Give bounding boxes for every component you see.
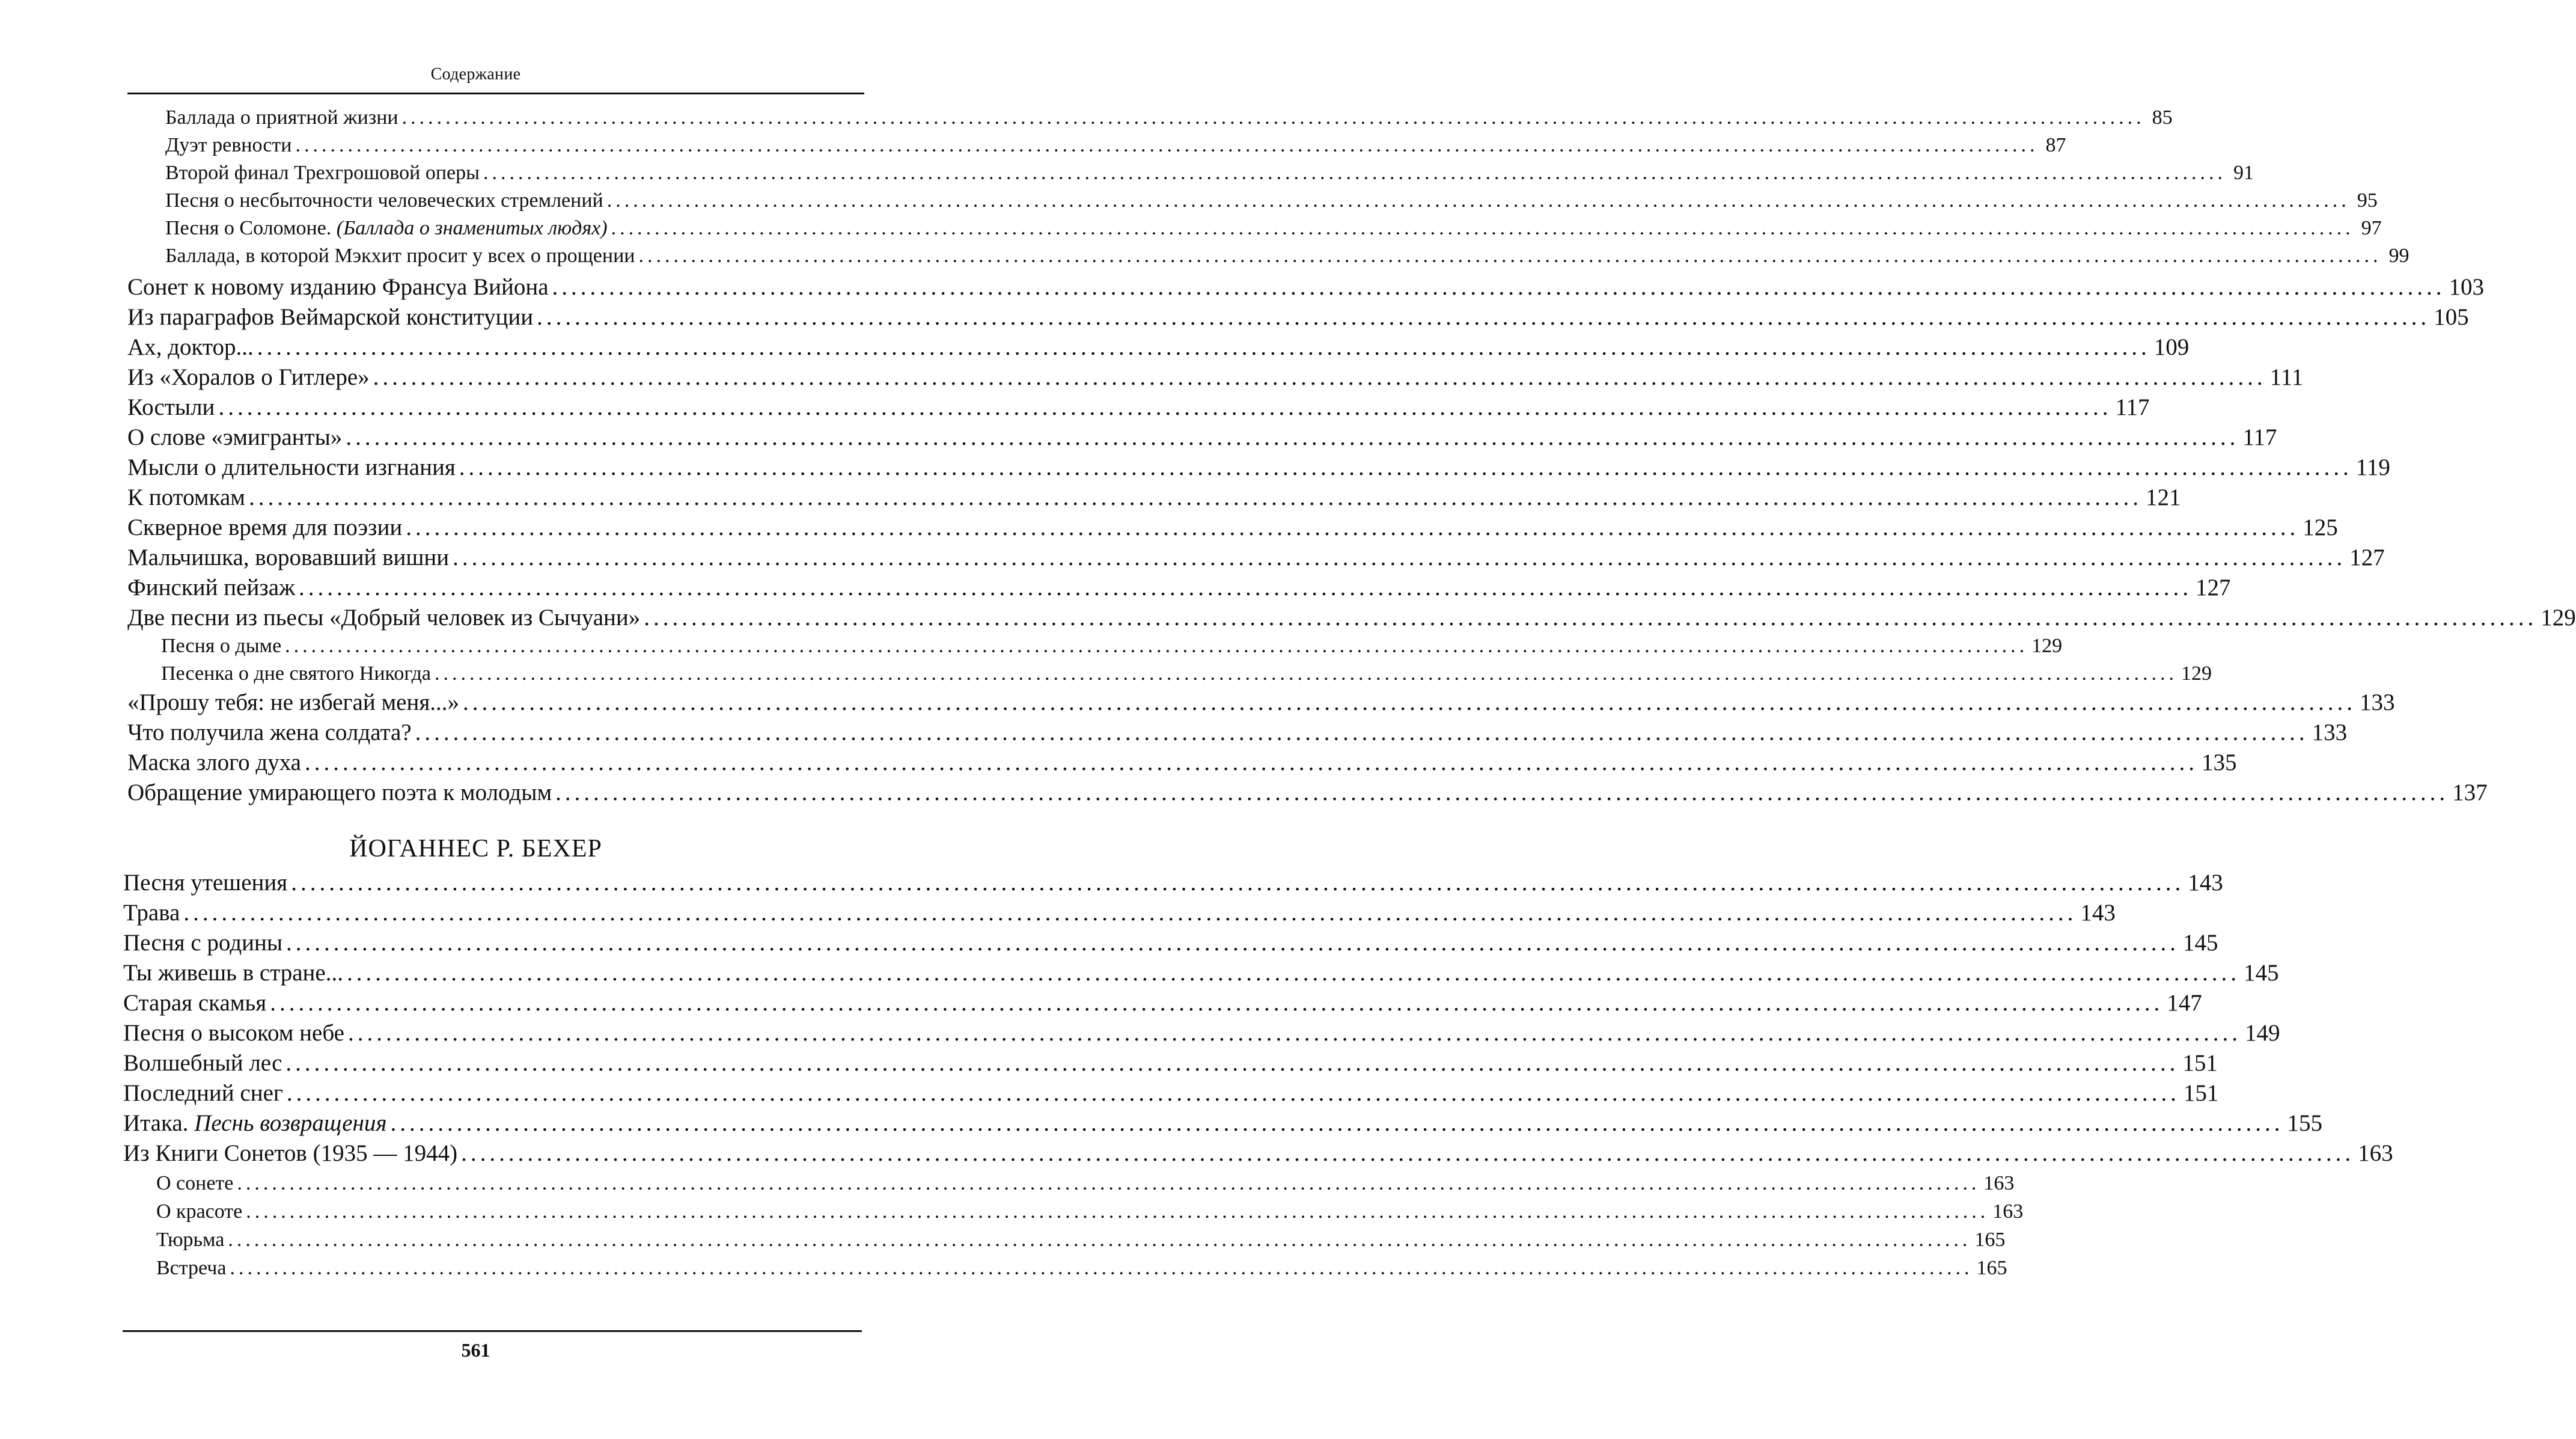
toc-entry	[127, 423, 2277, 452]
page-number: 561	[461, 1339, 490, 1361]
dot-leader: ........................................................................................................................................................................................................	[230, 1257, 1973, 1279]
toc-entry-title	[165, 132, 291, 159]
toc-entry-page: 99	[2388, 245, 2410, 267]
toc-entry-title	[123, 899, 180, 927]
toc-entry	[127, 778, 2488, 807]
toc-entry-title	[123, 1019, 344, 1048]
dot-leader: ........................................................................................................................................................................................................	[285, 635, 2028, 657]
toc-entry-title-text: Ты живешь в стране...	[123, 960, 343, 986]
dot-leader: ........................................................................................................................................................................................................	[611, 217, 2354, 239]
dot-leader: ........................................................................................................................................................................................................	[291, 870, 2185, 896]
toc-entry	[123, 1019, 2280, 1048]
toc-entry-page: 87	[2045, 134, 2066, 156]
toc-entry-title	[161, 633, 281, 659]
toc-entry-title	[165, 215, 608, 242]
toc-entry-title-text: Баллада, в которой Мэкхит просит у всех о прощении	[165, 245, 635, 267]
toc-entry-page: 125	[2303, 515, 2338, 540]
toc-entry-title-text: Старая скамья	[123, 990, 267, 1016]
toc-entry-page: 149	[2244, 1020, 2280, 1046]
dot-leader: ........................................................................................................................................................................................................	[218, 394, 2112, 420]
dot-leader: ........................................................................................................................................................................................................	[299, 575, 2193, 600]
toc-entry-page: 143	[2080, 900, 2116, 926]
toc-entry	[165, 105, 2173, 131]
toc-entry	[127, 543, 2385, 572]
toc-entry-title-text: Мальчишка, воровавший вишни	[127, 545, 450, 570]
toc-entry-title	[127, 393, 215, 422]
dot-leader: ........................................................................................................................................................................................................	[552, 274, 2446, 300]
toc-entry-page: 145	[2243, 960, 2279, 986]
dot-leader: ........................................................................................................................................................................................................	[459, 454, 2352, 480]
dot-leader: ........................................................................................................................................................................................................	[390, 1110, 2284, 1136]
toc-entry-title	[156, 1226, 224, 1254]
toc-entry	[127, 363, 2304, 392]
toc-entry-page: 129	[2031, 635, 2063, 657]
toc-entry-title-text: Ах, доктор...	[127, 334, 254, 360]
toc-entry-title	[127, 718, 412, 747]
dot-leader: ........................................................................................................................................................................................................	[415, 720, 2309, 745]
toc-entry-title-text: Из «Хоралов о Гитлере»	[127, 364, 370, 390]
toc-entry-title	[165, 188, 603, 214]
toc-entry-title	[123, 959, 343, 988]
toc-entry-title-text: Песня с родины	[123, 930, 283, 956]
toc-entry-title-text: Песня утешения	[123, 870, 288, 896]
toc-entry-page: 129	[2181, 662, 2212, 685]
toc-entry	[127, 303, 2469, 332]
toc-entry	[127, 688, 2395, 717]
toc-entry	[127, 483, 2181, 512]
dot-leader: ........................................................................................................................................................................................................	[246, 1200, 1989, 1223]
dot-leader: ........................................................................................................................................................................................................	[463, 689, 2357, 715]
toc-entry-title-text: Второй финал Трехгрошовой оперы	[165, 162, 480, 184]
toc-entry	[123, 869, 2223, 897]
toc-entry-title-text: Из Книги Сонетов (1935 — 1944)	[123, 1140, 458, 1166]
toc-entry	[127, 748, 2237, 777]
toc-entry-title-text: Песенка о дне святого Никогда	[161, 662, 431, 685]
toc-entry-title-text: Обращение умирающего поэта к молодым	[127, 780, 552, 805]
toc-entry-page: 133	[2312, 720, 2348, 745]
dot-leader: ........................................................................................................................................................................................................	[461, 1140, 2355, 1166]
toc-entry-title-text: Песня о дыме	[161, 635, 282, 657]
toc-entry-page: 165	[1976, 1257, 2007, 1279]
toc-entry-page: 163	[1983, 1172, 2015, 1194]
toc-entry-title	[127, 513, 402, 542]
dot-leader: ........................................................................................................................................................................................................	[537, 304, 2431, 330]
toc-entry-page: 105	[2434, 304, 2469, 330]
dot-leader: ........................................................................................................................................................................................................	[270, 990, 2164, 1016]
dot-leader: ........................................................................................................................................................................................................	[295, 134, 2039, 156]
toc-entry	[161, 633, 2063, 659]
header-rule	[127, 93, 864, 94]
toc-entry-title-text: Встреча	[156, 1257, 227, 1279]
toc-entry-page: 151	[2183, 1080, 2219, 1106]
toc-entry-title-text: Финский пейзаж	[127, 575, 296, 600]
toc-entry-title	[127, 573, 295, 602]
toc-entry-page: 145	[2183, 930, 2218, 956]
toc-entry	[123, 929, 2218, 958]
toc-entry-title	[123, 1109, 387, 1138]
toc-entry-title-text: Сонет к новому изданию Франсуа Вийона	[127, 274, 549, 300]
toc-entry-title	[127, 303, 533, 332]
toc-entry-title-text: Скверное время для поэзии	[127, 515, 403, 540]
toc-entry-title	[123, 1139, 457, 1168]
toc-entry-title-text: Костыли	[127, 394, 215, 420]
toc-entry-title	[165, 105, 398, 131]
toc-entry	[127, 273, 2485, 302]
toc-entry-page: 129	[2541, 605, 2576, 631]
toc-entry-page: 109	[2153, 334, 2190, 360]
toc-entry	[123, 959, 2279, 988]
toc-entry-title-text: Последний снег	[123, 1080, 283, 1106]
dot-leader: ........................................................................................................................................................................................................	[286, 930, 2180, 956]
toc-entry-title	[123, 1079, 283, 1108]
toc-entry-title-text: О сонете	[156, 1172, 234, 1194]
dot-leader: ........................................................................................................................................................................................................	[346, 960, 2240, 986]
toc-entry	[123, 1139, 2393, 1168]
toc-entry-title	[127, 333, 254, 362]
toc-entry	[127, 573, 2231, 602]
toc-entry-title-italic: (Баллада о знаменитых людях)	[336, 217, 608, 239]
toc-entry-title-text: Маска злого духа	[127, 750, 301, 775]
toc-entry-page: 111	[2269, 364, 2304, 390]
toc-entry-title	[127, 543, 449, 572]
toc-entry-page: 151	[2182, 1050, 2218, 1076]
toc-entry-page: 163	[1992, 1200, 2024, 1223]
toc-entry	[127, 513, 2338, 542]
toc-entry-title	[165, 243, 635, 269]
toc-entry-title	[127, 688, 459, 717]
dot-leader: ........................................................................................................................................................................................................	[638, 245, 2382, 267]
toc-entry-title	[127, 423, 342, 452]
toc-entry-title	[123, 989, 266, 1018]
toc-entry	[165, 160, 2254, 186]
toc-entry-title-text: Трава	[123, 900, 180, 926]
toc-entry-title	[165, 160, 480, 186]
toc-entry	[127, 718, 2348, 747]
toc-entry-title-text: Волшебный лес	[123, 1050, 282, 1076]
section-heading: ЙОГАННЕС Р. БЕХЕР	[349, 835, 602, 863]
toc-entry-title	[123, 869, 287, 897]
toc-entry-title	[127, 483, 245, 512]
footer-rule	[123, 1330, 862, 1332]
toc-entry	[123, 899, 2116, 927]
toc-entry-page: 91	[2233, 162, 2254, 184]
toc-entry-title-text: Из параграфов Веймарской конституции	[127, 304, 534, 330]
toc-entry-title-text: Тюрьма	[156, 1229, 225, 1251]
dot-leader: ........................................................................................................................................................................................................	[555, 780, 2449, 805]
toc-entry-page: 127	[2196, 575, 2231, 600]
toc-entry-title-text: Итака.	[123, 1110, 195, 1136]
running-head: Содержание	[430, 65, 521, 84]
dot-leader: ........................................................................................................................................................................................................	[286, 1080, 2180, 1106]
dot-leader: ........................................................................................................................................................................................................	[183, 900, 2077, 926]
toc-entry	[127, 333, 2190, 362]
toc-entry-page: 97	[2361, 217, 2382, 239]
dot-leader: ........................................................................................................................................................................................................	[644, 605, 2538, 631]
toc-entry-page: 135	[2202, 750, 2237, 775]
toc-entry-title-text: Две песни из пьесы «Добрый человек из Сычуани»	[127, 605, 641, 631]
toc-entry-title	[156, 1254, 226, 1282]
toc-entry-page: 103	[2449, 274, 2485, 300]
toc-entry-page: 85	[2152, 106, 2173, 129]
dot-leader: ........................................................................................................................................................................................................	[406, 515, 2300, 540]
toc-entry-title	[123, 929, 282, 958]
toc-entry-page: 121	[2145, 484, 2181, 510]
toc-entry-page: 147	[2167, 990, 2202, 1016]
dot-leader: ........................................................................................................................................................................................................	[248, 484, 2142, 510]
dot-leader: ........................................................................................................................................................................................................	[453, 545, 2346, 570]
toc-entry-title	[127, 453, 456, 482]
toc-entry-title	[161, 661, 431, 687]
toc-entry-title-text: Что получила жена солдата?	[127, 720, 412, 745]
toc-entry-page: 133	[2360, 689, 2395, 715]
toc-entry-title-text: Дуэт ревности	[165, 134, 292, 156]
toc-entry-title	[127, 748, 301, 777]
toc-entry-page: 143	[2188, 870, 2223, 896]
toc-entry	[156, 1254, 2007, 1282]
dot-leader: ........................................................................................................................................................................................................	[373, 364, 2266, 390]
toc-entry-title-text: Мысли о длительности изгнания	[127, 454, 456, 480]
toc-entry-title-text: Песня о несбыточности человеческих стремлений	[165, 189, 603, 212]
toc-entry-page: 163	[2358, 1140, 2393, 1166]
dot-leader: ........................................................................................................................................................................................................	[606, 189, 2350, 212]
toc-entry	[156, 1198, 2024, 1226]
toc-entry-title	[156, 1170, 233, 1197]
toc-entry-page: 165	[1974, 1229, 2006, 1251]
toc-entry-title-text: К потомкам	[127, 484, 245, 510]
toc-entry-page: 155	[2287, 1110, 2323, 1136]
toc-entry	[127, 603, 2576, 632]
toc-entry	[123, 1109, 2323, 1138]
toc-entry-page: 119	[2355, 454, 2390, 480]
toc-entry	[161, 661, 2212, 687]
toc-entry	[123, 989, 2202, 1018]
toc-entry-title	[123, 1049, 282, 1078]
toc-entry	[127, 393, 2150, 422]
dot-leader: ........................................................................................................................................................................................................	[401, 106, 2145, 129]
toc-entry-title-text: Песня о Соломоне.	[165, 217, 337, 239]
toc-entry-title	[127, 363, 370, 392]
toc-entry-page: 127	[2349, 545, 2385, 570]
dot-leader: ........................................................................................................................................................................................................	[347, 1020, 2241, 1046]
toc-entry-title-text: «Прошу тебя: не избегай меня...»	[127, 689, 460, 715]
toc-entry-title	[127, 273, 549, 302]
toc-entry	[165, 188, 2378, 214]
toc-entry	[165, 243, 2410, 269]
toc-entry	[165, 215, 2382, 242]
dot-leader: ........................................................................................................................................................................................................	[483, 162, 2226, 184]
dot-leader: ........................................................................................................................................................................................................	[257, 334, 2150, 360]
toc-entry	[165, 132, 2066, 159]
toc-entry-title-text: О красоте	[156, 1200, 243, 1223]
toc-entry-title	[127, 603, 640, 632]
toc-entry	[123, 1049, 2218, 1078]
toc-entry-title-text: О слове «эмигранты»	[127, 424, 343, 450]
toc-entry-page: 95	[2357, 189, 2378, 212]
dot-leader: ........................................................................................................................................................................................................	[237, 1172, 1980, 1194]
dot-leader: ........................................................................................................................................................................................................	[228, 1229, 1971, 1251]
toc-entry	[127, 453, 2390, 482]
toc-entry-title-text: Баллада о приятной жизни	[165, 106, 398, 129]
toc-entry	[156, 1226, 2006, 1254]
toc-entry	[123, 1079, 2219, 1108]
dot-leader: ........................................................................................................................................................................................................	[346, 424, 2239, 450]
toc-entry-page: 117	[2115, 394, 2150, 420]
toc-entry-title	[127, 778, 552, 807]
dot-leader: ........................................................................................................................................................................................................	[305, 750, 2198, 775]
toc-entry-page: 117	[2242, 424, 2277, 450]
toc-entry-page: 137	[2452, 780, 2488, 805]
toc-entry	[156, 1170, 2015, 1197]
toc-entry-title-italic: Песнь возвращения	[194, 1110, 387, 1136]
toc-entry-title	[156, 1198, 242, 1226]
dot-leader: ........................................................................................................................................................................................................	[435, 662, 2178, 685]
toc-entry-title-text: Песня о высоком небе	[123, 1020, 344, 1046]
dot-leader: ........................................................................................................................................................................................................	[285, 1050, 2179, 1076]
